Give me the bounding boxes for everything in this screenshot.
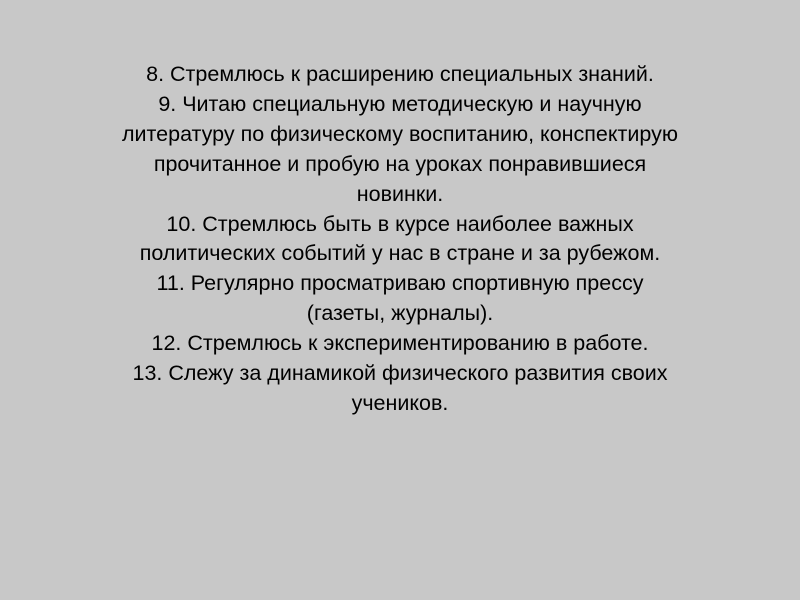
text-line: политических событий у нас в стране и за рубежом.	[139, 241, 661, 266]
text-line: прочитанное и пробую на уроках понравившиеся	[153, 151, 647, 176]
text-line: 9. Читаю специальную методическую и научную	[158, 91, 642, 116]
slide-text-block	[40, 60, 760, 419]
text-line: учеников.	[351, 390, 449, 415]
text-line: новинки.	[356, 181, 444, 206]
text-line: (газеты, журналы).	[306, 301, 494, 326]
text-line: 8. Стремлюсь к расширению специальных знаний.	[146, 62, 654, 86]
text-line: литературу по физическому воспитанию, конспектирую	[122, 121, 678, 146]
text-line: 12. Стремлюсь к экспериментированию в работе.	[151, 331, 649, 356]
text-line: 11. Регулярно просматриваю спортивную прессу	[156, 271, 644, 296]
text-line: 10. Стремлюсь быть в курсе наиболее важных	[166, 211, 634, 236]
text-line: 13. Слежу за динамикой физического развития своих	[132, 361, 668, 386]
